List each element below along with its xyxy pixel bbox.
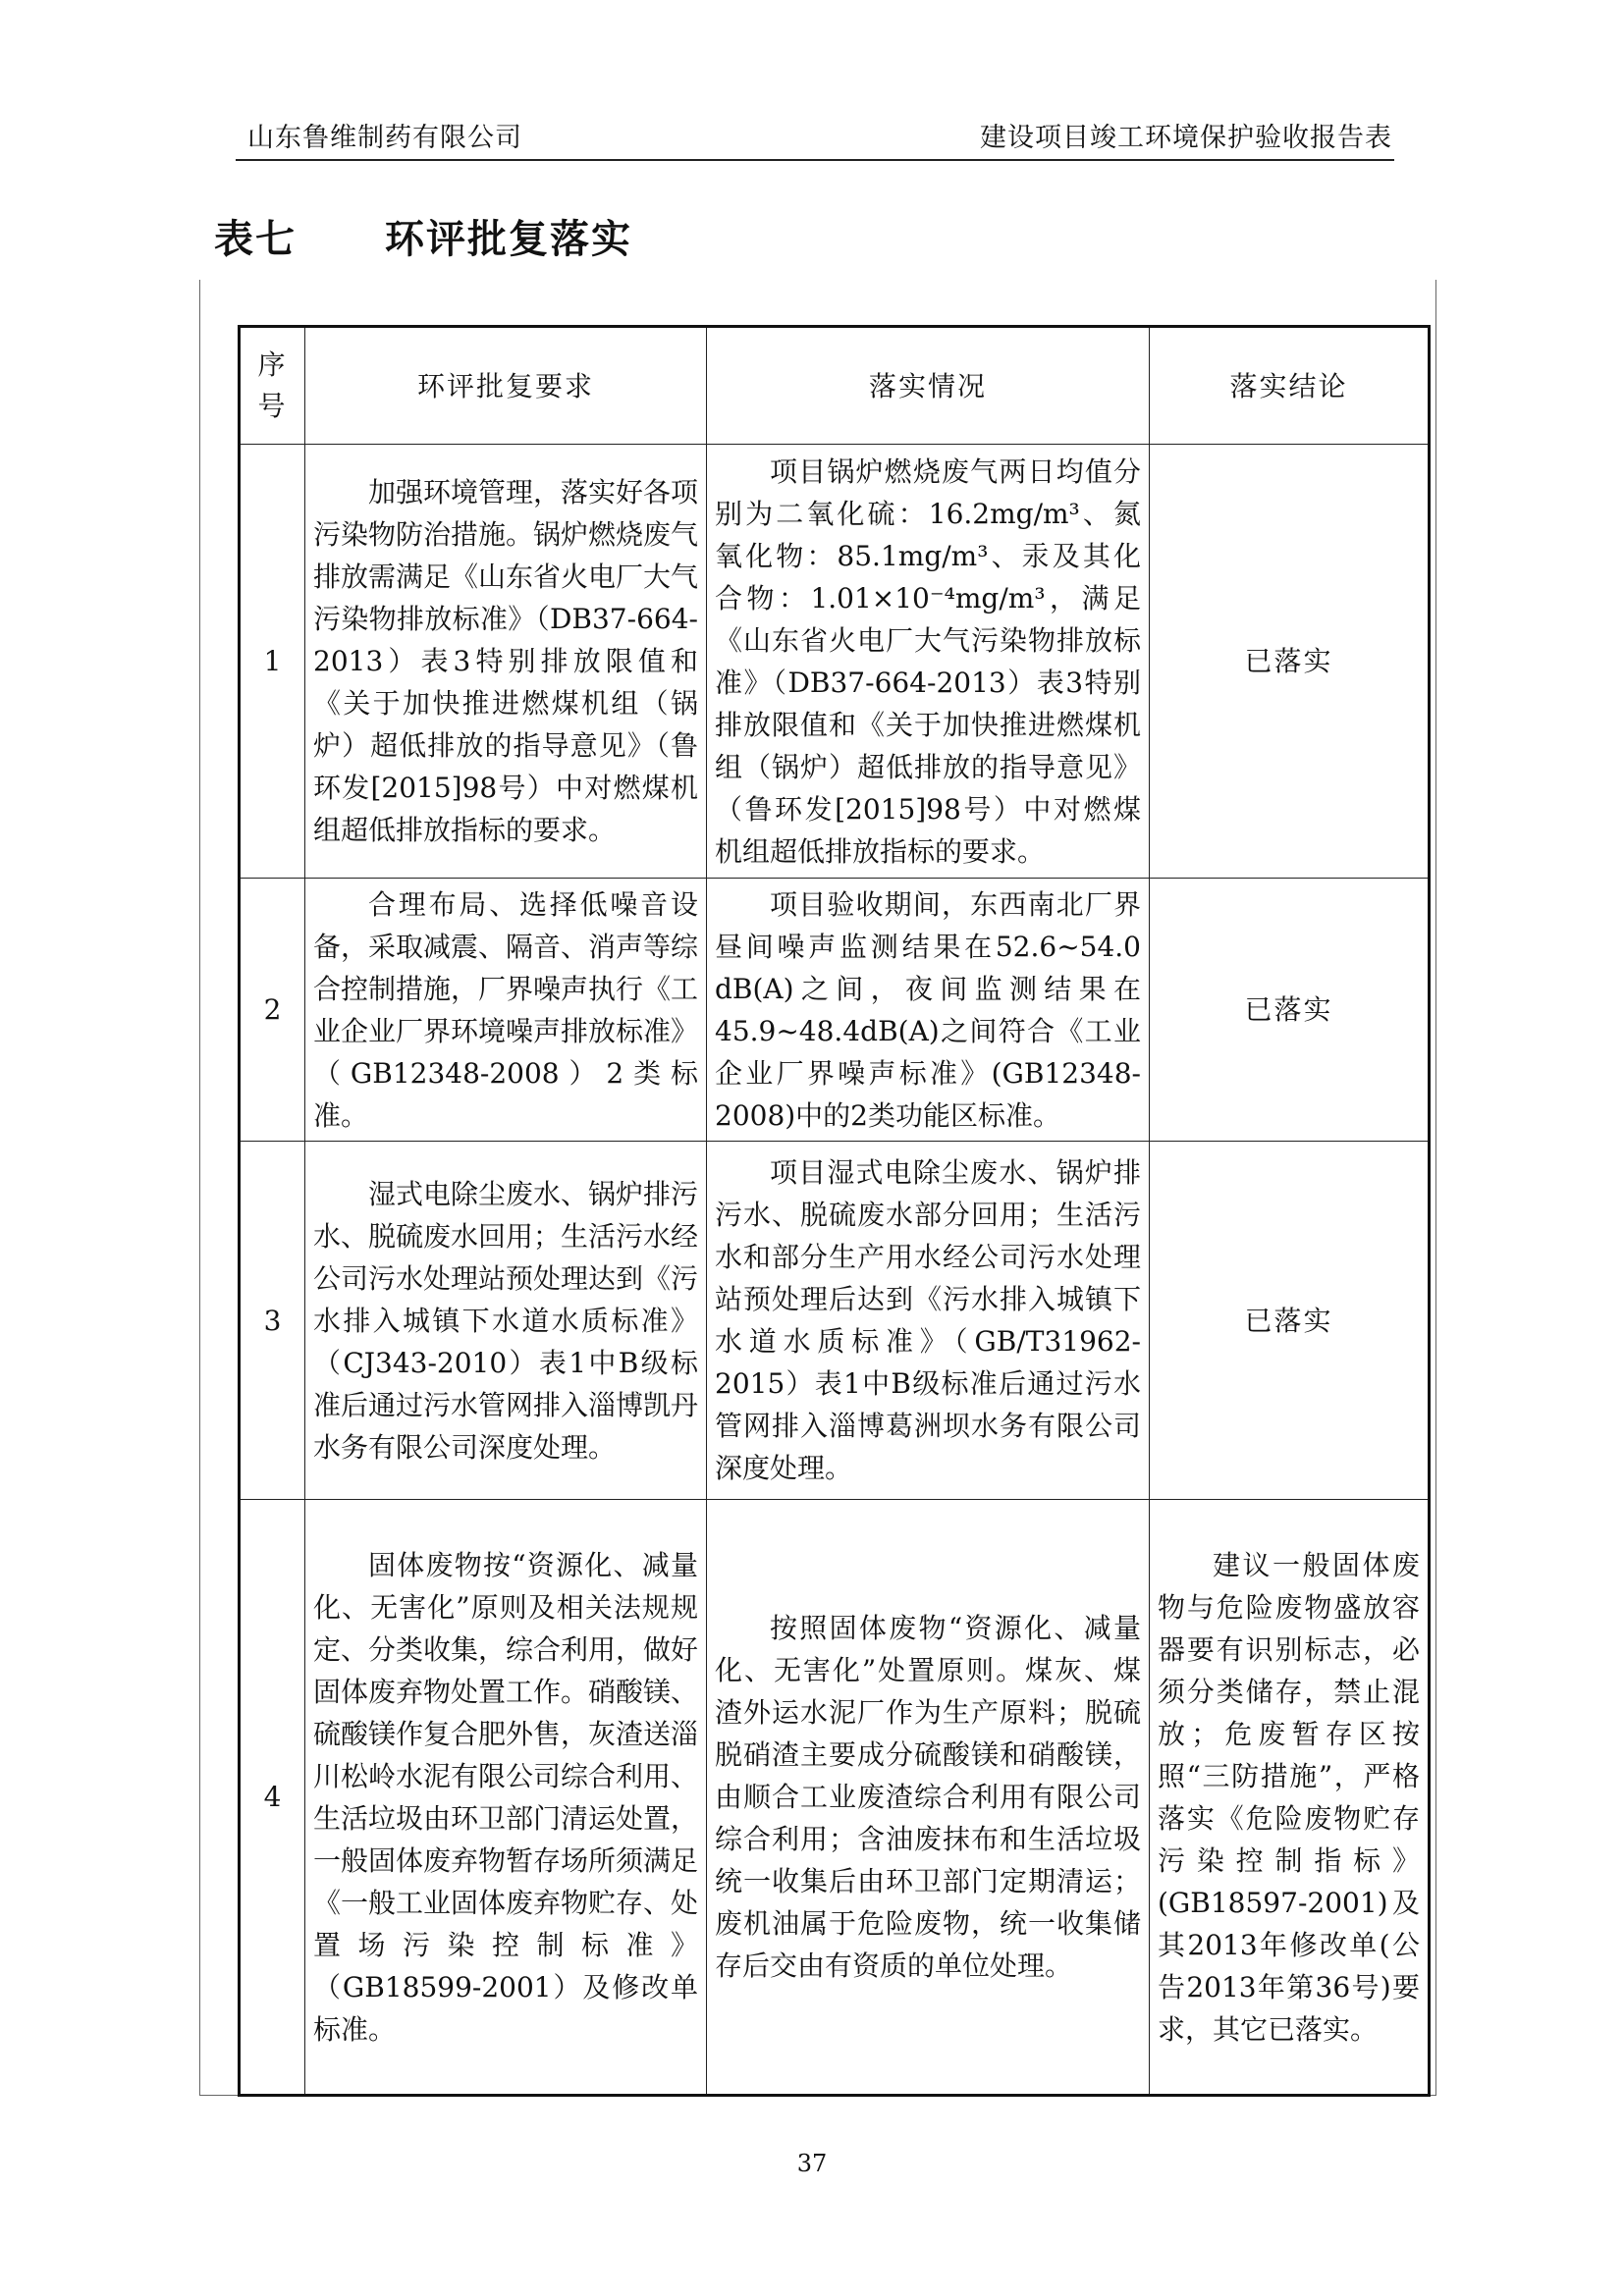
conclusion-cell: 建议一般固体废物与危险废物盛放容器要有识别标志，必须分类储存，禁止混放；危废暂存区按照“三防措施”，严格落实《危险废物贮存污染控制指标》(GB18597-2001)及其2013年修改单(公告2013年第36号)要求，其它已落实。	[1150, 1500, 1430, 2096]
requirement-cell: 固体废物按“资源化、减量化、无害化”原则及相关法规规定、分类收集，综合利用，做好固体废弃物处置工作。硝酸镁、硫酸镁作复合肥外售，灰渣送淄川松岭水泥有限公司综合利用、生活垃圾由环卫部门清运处置，一般固体废弃物暂存场所须满足《一般工业固体废弃物贮存、处置场污染控制标准》（GB18599-2001）及修改单标准。	[305, 1500, 707, 2096]
col-header-implementation: 落实情况	[707, 327, 1150, 445]
table-row	[240, 445, 1430, 879]
conclusion-cell: 已落实	[1150, 1142, 1430, 1500]
table-row	[240, 1142, 1430, 1500]
col-header-requirement: 环评批复要求	[305, 327, 707, 445]
implementation-cell: 按照固体废物“资源化、减量化、无害化”处置原则。煤灰、煤渣外运水泥厂作为生产原料；脱硫脱硝渣主要成分硫酸镁和硝酸镁，由顺合工业废渣综合利用有限公司综合利用；含油废抹布和生活垃圾统一收集后由环卫部门定期清运；废机油属于危险废物，统一收集储存后交由有资质的单位处理。	[707, 1500, 1150, 2096]
row-number: 4	[240, 1500, 305, 2096]
table-row	[240, 1500, 1430, 2096]
requirement-cell: 合理布局、选择低噪音设备，采取减震、隔音、消声等综合控制措施，厂界噪声执行《工业企业厂界环境噪声排放标准》（GB12348-2008）2类标准。	[305, 879, 707, 1142]
row-number: 3	[240, 1142, 305, 1500]
implementation-cell: 项目锅炉燃烧废气两日均值分别为二氧化硫：16.2mg/m³、氮氧化物：85.1mg/m³、汞及其化合物：1.01×10⁻⁴mg/m³，满足《山东省火电厂大气污染物排放标准》（DB37-664-2013）表3特别排放限值和《关于加快推进燃煤机组（锅炉）超低排放的指导意见》（鲁环发[2015]98号）中对燃煤机组超低排放指标的要求。	[707, 445, 1150, 879]
col-header-conclusion: 落实结论	[1150, 327, 1430, 445]
page-number: 37	[796, 2150, 828, 2177]
row-number: 1	[240, 445, 305, 879]
section-number: 表七	[214, 216, 297, 262]
header-rule	[236, 159, 1394, 161]
table-header-row	[240, 327, 1430, 445]
section-title: 环评批复落实	[385, 216, 632, 262]
approval-table	[238, 325, 1431, 2097]
table-row	[240, 879, 1430, 1142]
requirement-cell: 加强环境管理，落实好各项污染物防治措施。锅炉燃烧废气排放需满足《山东省火电厂大气污染物排放标准》（DB37-664-2013）表3特别排放限值和《关于加快推进燃煤机组（锅炉）超低排放的指导意见》（鲁环发[2015]98号）中对燃煤机组超低排放指标的要求。	[305, 445, 707, 879]
header-report-title: 建设项目竣工环境保护验收报告表	[980, 123, 1392, 153]
implementation-cell: 项目湿式电除尘废水、锅炉排污水、脱硫废水部分回用；生活污水和部分生产用水经公司污水处理站预处理后达到《污水排入城镇下水道水质标准》（GB/T31962-2015）表1中B级标准后通过污水管网排入淄博葛洲坝水务有限公司深度处理。	[707, 1142, 1150, 1500]
requirement-cell: 湿式电除尘废水、锅炉排污水、脱硫废水回用；生活污水经公司污水处理站预处理达到《污水排入城镇下水道水质标准》（CJ343-2010）表1中B级标准后通过污水管网排入淄博凯丹水务有限公司深度处理。	[305, 1142, 707, 1500]
conclusion-cell: 已落实	[1150, 445, 1430, 879]
implementation-cell: 项目验收期间，东西南北厂界昼间噪声监测结果在52.6~54.0 dB(A)之间，夜间监测结果在45.9~48.4dB(A)之间符合《工业企业厂界噪声标准》(GB12348-2008)中的2类功能区标准。	[707, 879, 1150, 1142]
row-number: 2	[240, 879, 305, 1142]
header-company: 山东鲁维制药有限公司	[247, 123, 522, 153]
col-header-no: 序号	[240, 327, 305, 445]
conclusion-cell: 已落实	[1150, 879, 1430, 1142]
